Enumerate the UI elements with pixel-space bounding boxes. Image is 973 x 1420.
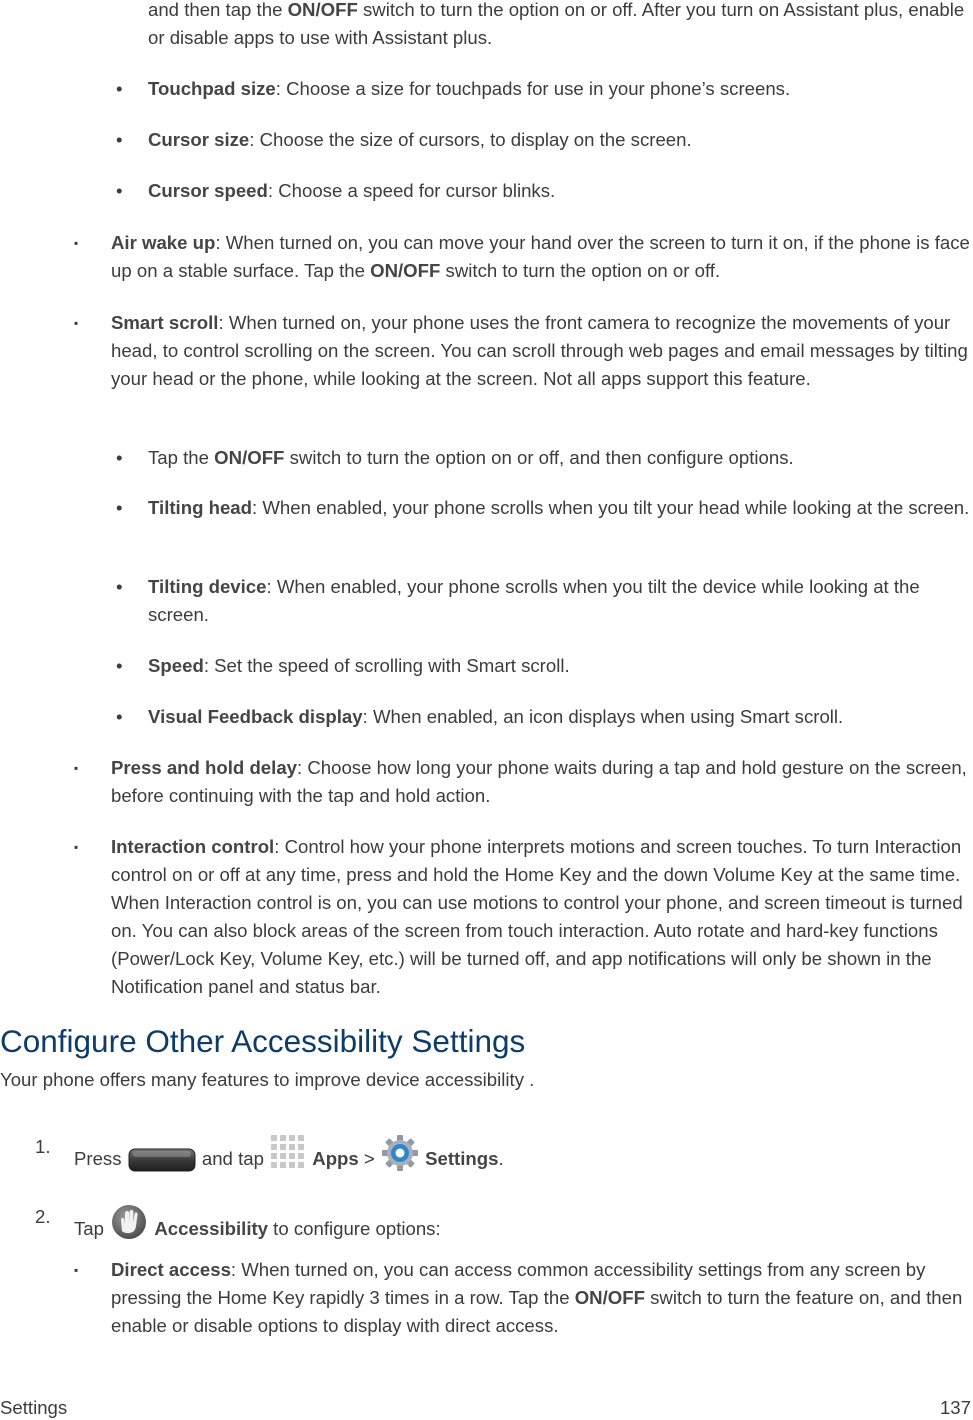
list-item-cursor-speed: Cursor speed: Choose a speed for cursor blinks. — [148, 180, 556, 201]
step-2: Tap Accessibility to configure options: — [74, 1203, 973, 1243]
list-item-cursor-size: Cursor size: Choose the size of cursors, to display on the screen. — [148, 129, 692, 150]
bullet-dot: • — [116, 129, 123, 150]
list-item-tilting-device: Tilting device: When enabled, your phone scrolls when you tilt the device while looking at the screen. — [148, 576, 920, 625]
assistant-plus-continuation: and then tap the ON/OFF switch to turn the option on or off. After you turn on Assistant plus, enable or disable apps to use with Assistant plus. — [148, 0, 965, 48]
bullet-square: ▪ — [74, 840, 79, 854]
bullet-square: ▪ — [74, 236, 79, 250]
step-number: 2. — [35, 1206, 51, 1227]
step-1: Press and tap Apps > Settings. — [74, 1133, 973, 1174]
footer-page-number: 137 — [939, 1397, 971, 1418]
bullet-dot: • — [116, 706, 123, 727]
bullet-square: ▪ — [74, 761, 79, 775]
bullet-dot: • — [116, 497, 123, 518]
bullet-square: ▪ — [74, 316, 79, 330]
intro-paragraph: Your phone offers many features to improve device accessibility . — [0, 1069, 535, 1090]
accessibility-hand-icon — [109, 1203, 149, 1241]
list-item-direct-access: Direct access: When turned on, you can access common accessibility settings from any screen by pressing the Home Key rapidly 3 times in a row. Tap the ON/OFF switch to turn the feature on, and then enable or disable options to display with direct access. — [111, 1259, 963, 1336]
bullet-dot: • — [116, 576, 123, 597]
bullet-dot: • — [116, 655, 123, 676]
settings-gear-icon — [380, 1133, 420, 1173]
footer-section-name: Settings — [0, 1397, 68, 1418]
step-number: 1. — [35, 1136, 51, 1157]
section-heading: Configure Other Accessibility Settings — [0, 1023, 526, 1059]
list-item-tap-onoff: Tap the ON/OFF switch to turn the option on or off, and then configure options. — [148, 447, 794, 468]
list-item-press-hold-delay: Press and hold delay: Choose how long your phone waits during a tap and hold gesture on the screen, before continuing with the tap and hold action. — [111, 757, 967, 806]
bullet-dot: • — [116, 180, 123, 201]
bullet-dot: • — [116, 78, 123, 99]
apps-grid-icon — [269, 1133, 307, 1171]
list-item-touchpad-size: Touchpad size: Choose a size for touchpads for use in your phone’s screens. — [148, 78, 791, 99]
bullet-dot: • — [116, 447, 123, 468]
list-item-interaction-control: Interaction control: Control how your phone interprets motions and screen touches. To turn Interaction control on or off at any time, press and hold the Home Key and the down Volume Key at the same time. When Interaction control is on, you can use motions to control your phone, and screen timeout is turned on. You can also block areas of the screen from touch interaction. Auto rotate and hard-key functions (Power/Lock Key, Volume Key, etc.) will be turned off, and app notifications will only be shown in the Notification panel and status bar. — [111, 836, 963, 997]
list-item-visual-feedback: Visual Feedback display: When enabled, an icon displays when using Smart scroll. — [148, 706, 844, 727]
list-item-speed: Speed: Set the speed of scrolling with Smart scroll. — [148, 655, 570, 676]
home-key-icon — [127, 1146, 197, 1174]
list-item-smart-scroll: Smart scroll: When turned on, your phone uses the front camera to recognize the movements of your head, to control scrolling on the screen. You can scroll through web pages and email messages by tilting your head or the phone, while looking at the screen. Not all apps support this feature. — [111, 312, 968, 389]
bullet-square: ▪ — [74, 1263, 79, 1277]
list-item-air-wake-up: Air wake up: When turned on, you can move your hand over the screen to turn it on, if the phone is face up on a stable surface. Tap the ON/OFF switch to turn the option on or off. — [111, 232, 970, 281]
list-item-tilting-head: Tilting head: When enabled, your phone scrolls when you tilt your head while looking at the screen. — [148, 497, 970, 518]
